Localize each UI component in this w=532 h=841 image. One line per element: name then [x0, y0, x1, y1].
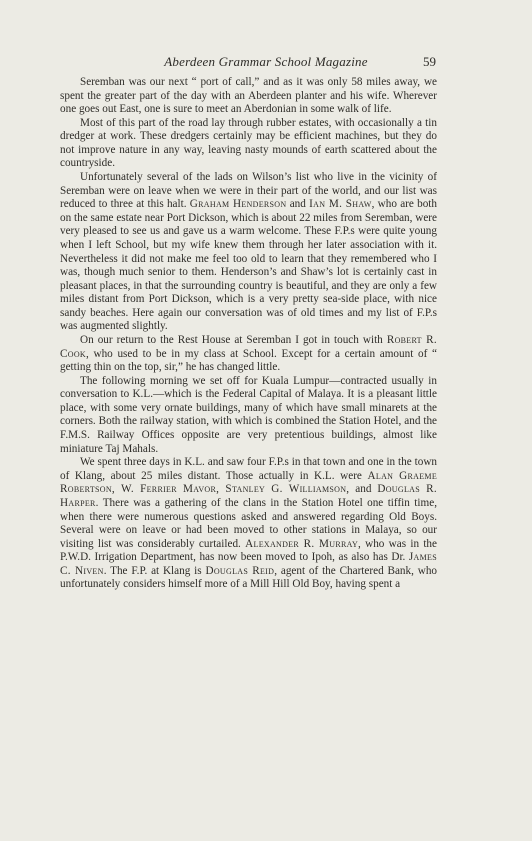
- paragraph-text: and: [289, 198, 306, 211]
- paragraph-port-dickson: [60, 171, 437, 334]
- page-number: 59: [423, 54, 436, 69]
- paragraph-text: . There was a gathering of the clans in the Station Hotel one tiffin time, when there were numerous questions asked and answered regarding Old Boys. Several were on leave or had been moved to other stations in Malaya, so our visiting list was considerably curtailed.: [60, 496, 437, 550]
- person-name: Douglas R. Harper: [60, 483, 437, 509]
- paragraph-seremban: [60, 76, 437, 117]
- journal-title: Aberdeen Grammar School Magazine: [164, 54, 368, 69]
- running-head: [0, 54, 532, 72]
- person-name: Alan Graeme Robertson, W. Ferrier Mavor, Stanley G. Williamson,: [60, 469, 438, 496]
- person-name: Robert R. Cook: [60, 333, 438, 360]
- paragraph-text: and: [355, 483, 372, 496]
- person-name: Graham Henderson: [189, 198, 287, 211]
- paragraph-text: , who used to be in my class at School. Except for a certain amount of “ getting thin on the top, sir,” he has changed little.: [60, 347, 437, 374]
- paragraph-kuala-lumpur: [60, 375, 437, 456]
- paragraph-text: , who was in the P.W.D. Irrigation Department, has now been moved to Ipoh, as also has Dr.: [60, 537, 437, 564]
- article-body: [60, 76, 437, 592]
- paragraph-text: Most of this part of the road lay through rubber estates, with occasionally a tin dredger at work. These dredgers certainly may be efficient machines, but they do not improve nature in any way, leaving nasty mounds of earth scattered about the countryside.: [60, 116, 437, 170]
- paragraph-klang: [60, 456, 437, 592]
- paragraph-text: , agent of the Chartered Bank, who unfortunately considers himself more of a Mill Hill Old Boy, having spent a: [60, 564, 438, 591]
- paragraph-rest-house: [60, 334, 437, 375]
- person-name: Alexander R. Murray: [245, 537, 359, 550]
- paragraph-text: On our return to the Rest House at Seremban I got in touch with: [80, 333, 383, 346]
- person-name: Douglas Reid: [205, 564, 275, 577]
- paragraph-text: The following morning we set off for Kuala Lumpur—contracted usually in conversation to K.L.—which is the Federal Capital of Malaya. It is a pleasant little place, with some very ornate buildings, many of which have small minarets at the corners. Both the railway station, with which is combined the Station Hotel, and the F.M.S. Railway Offices opposite are very pretentious buildings, almost like miniature Taj Mahals.: [60, 374, 437, 455]
- person-name: Ian M. Shaw: [309, 198, 372, 211]
- paragraph-text: Seremban was our next “ port of call,” and as it was only 58 miles away, we spent the greater part of the day with an Aberdeen planter and his wife. Wherever one goes out East, one is sure to meet an Aberdonian in some walk of life.: [60, 76, 437, 116]
- person-name: James C. Niven: [60, 551, 437, 577]
- paragraph-text: , who are both on the same estate near Port Dickson, which is about 22 miles from Seremban, were very pleased to see us and gave us a warm welcome. These F.P.s were quite young when I left School, but my wife knew them through her later association with it. Nevertheless it did not make me feel too old to learn that they remembered who I was, though much senior to them. Henderson’s and Shaw’s lot is certainly cast in pleasant places, in that the surrounding country is beautiful, and they are only a few miles distant from Port Dickson, which is a very pretty sea-side place, with nice sandy beaches. Here again our conversation was of old times and my list of F.P.s was augmented slightly.: [60, 198, 437, 333]
- paragraph-text: We spent three days in K.L. and saw four F.P.s in that town and one in the town of Klang, about 25 miles distant. Those actually in K.L. were: [60, 456, 437, 482]
- paragraph-text: Unfortunately several of the lads on Wilson’s list who live in the vicinity of Seremban were on leave when we were in their part of the world, and our list was reduced to three at this halt.: [60, 171, 437, 211]
- paragraph-text: . The F.P. at Klang is: [103, 564, 202, 577]
- paragraph-rubber-estates: [60, 117, 437, 171]
